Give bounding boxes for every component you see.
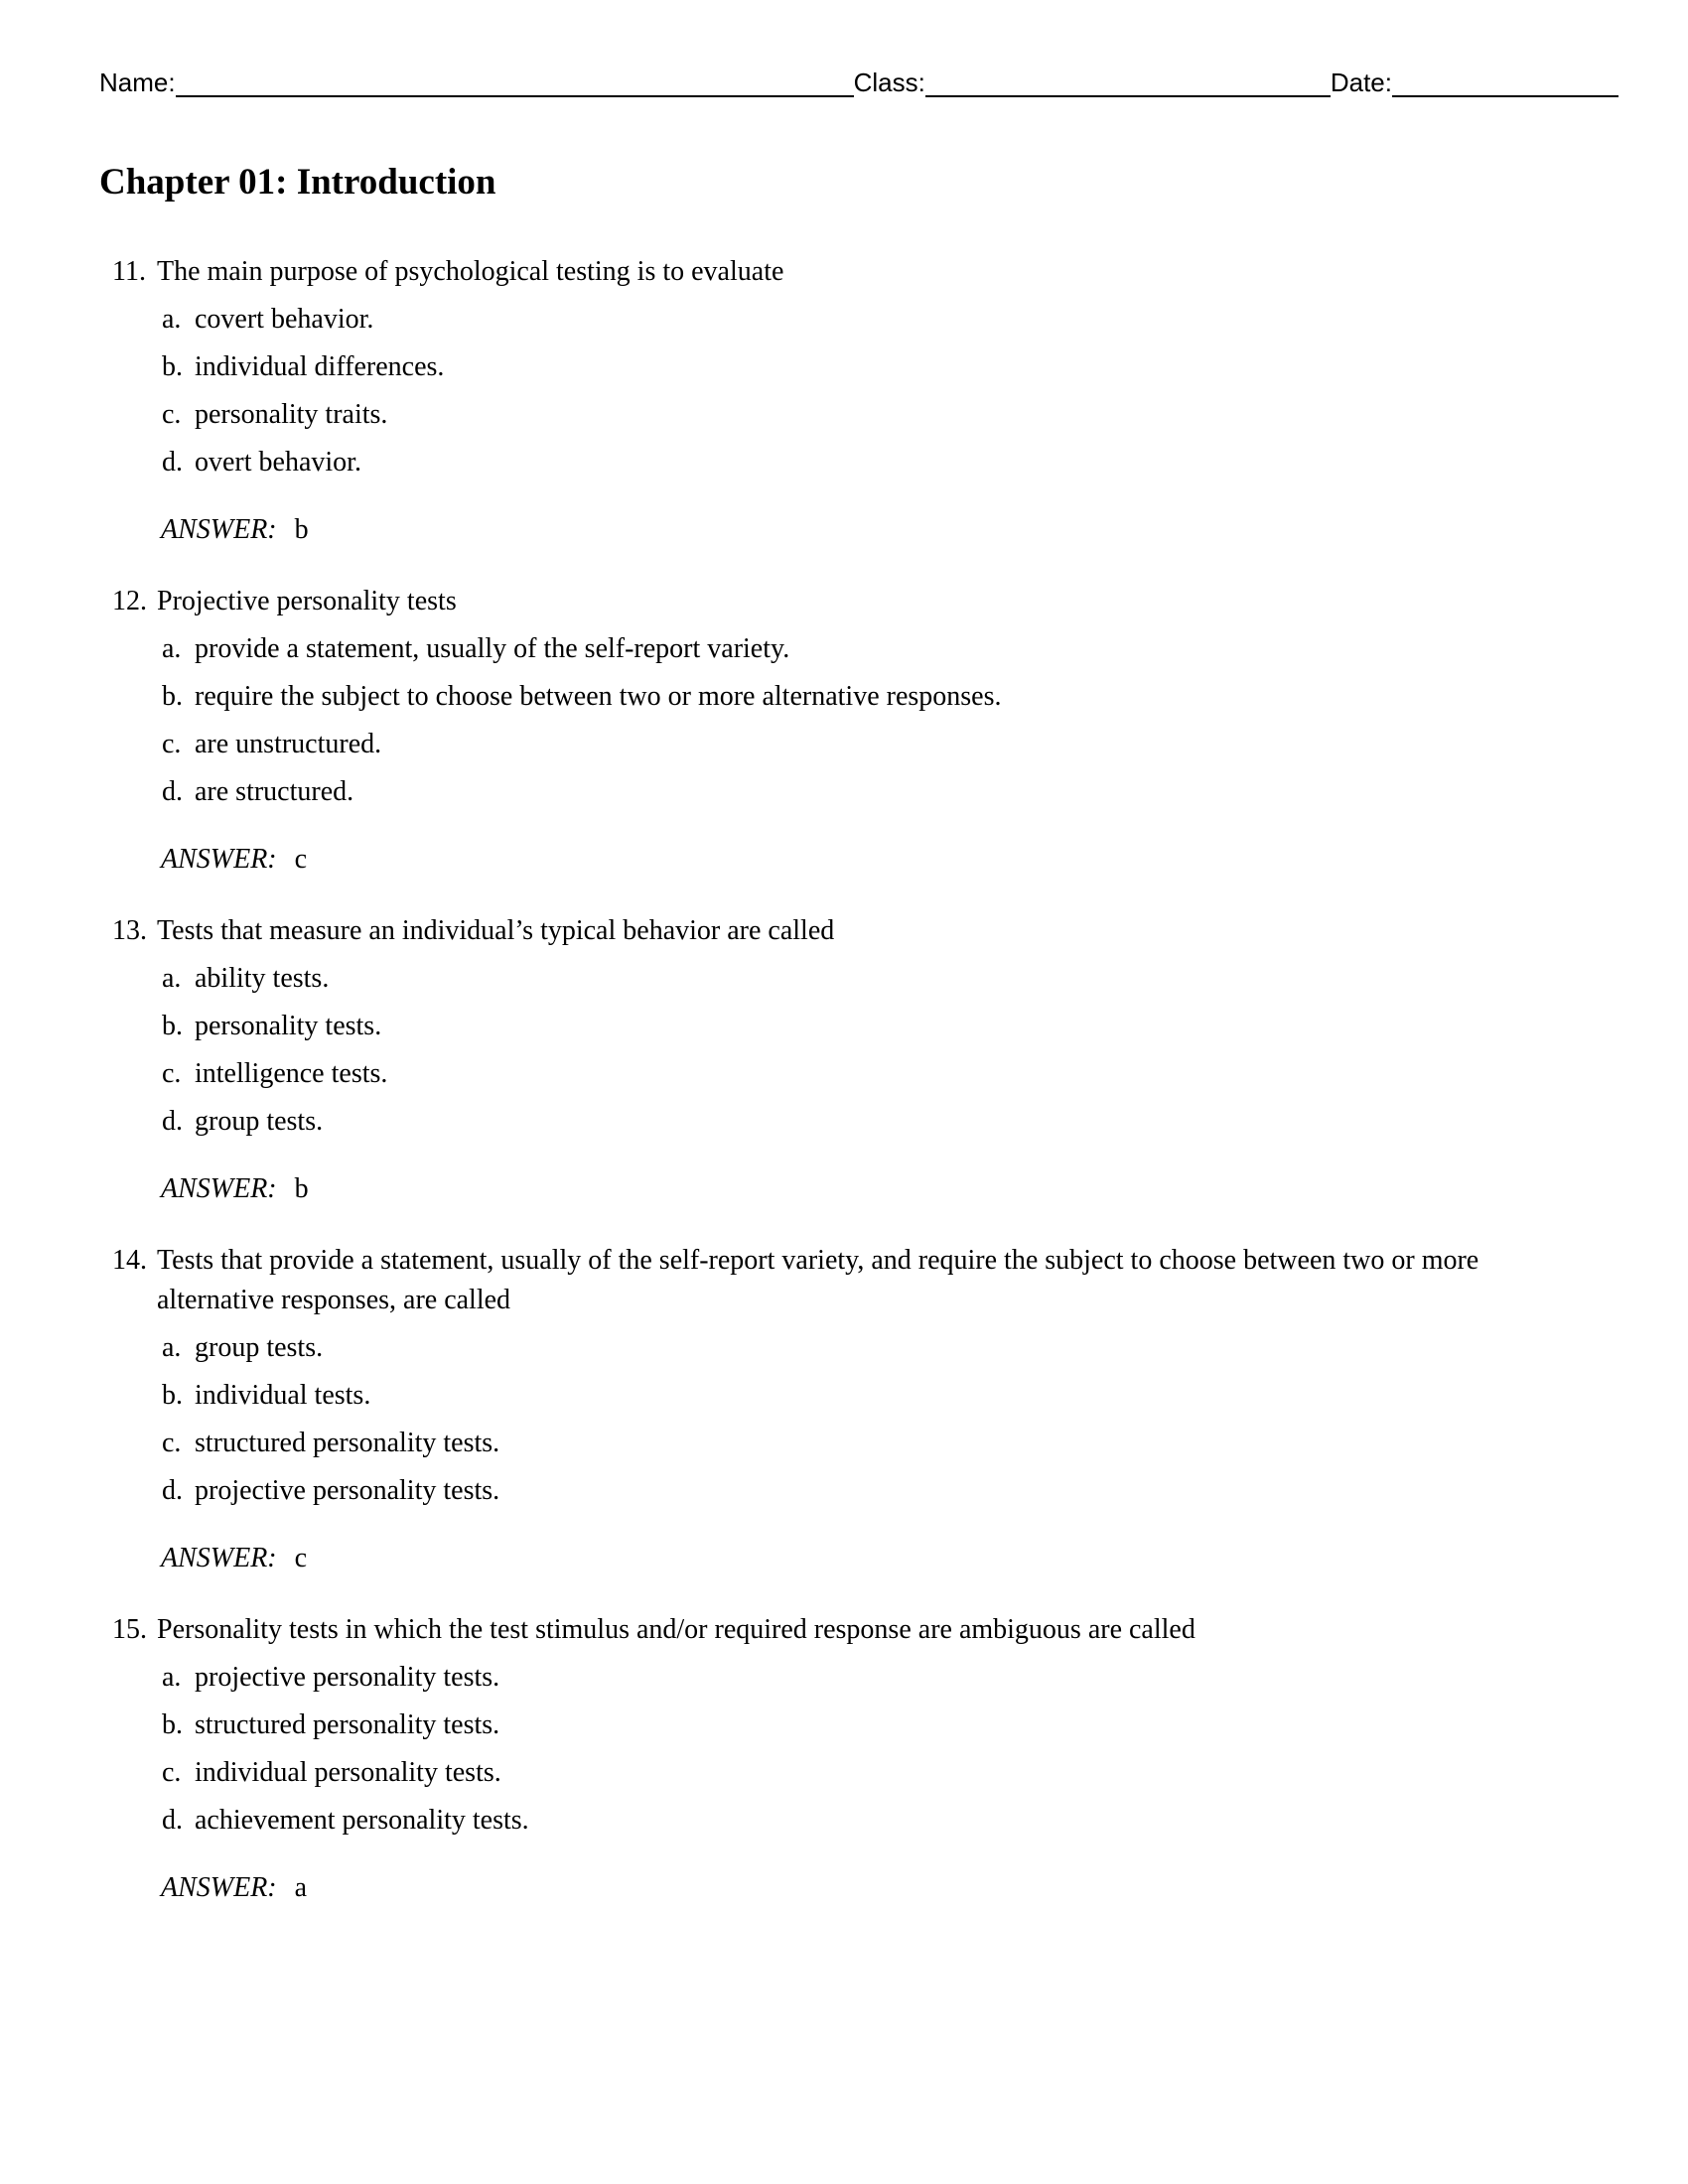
- question-block: [0, 1610, 1688, 1908]
- answer-line: [161, 1539, 1589, 1578]
- option-text: intelligence tests.: [195, 1058, 388, 1089]
- answer-option: [162, 772, 1589, 812]
- options-group: [112, 300, 1589, 482]
- answer-option: [162, 1471, 1589, 1511]
- questions-list: [0, 252, 1688, 1908]
- class-label: Class:: [853, 68, 925, 97]
- option-letter: d.: [162, 776, 183, 807]
- option-text: individual differences.: [195, 351, 445, 382]
- option-letter: c.: [162, 1757, 182, 1788]
- answer-option: [162, 1424, 1589, 1463]
- option-letter: d.: [162, 447, 183, 478]
- question-text: Personality tests in which the test stimulus and/or required response are ambiguous are called: [157, 1614, 1196, 1645]
- option-text: individual personality tests.: [195, 1757, 501, 1788]
- options-group: [112, 1328, 1589, 1511]
- answer-option: [162, 1376, 1589, 1416]
- answer-label: ANSWER:: [161, 1173, 277, 1204]
- answer-line: [161, 1169, 1589, 1209]
- answer-option: [162, 1801, 1589, 1841]
- question-number: 11.: [112, 256, 146, 287]
- answer-option: [162, 677, 1589, 717]
- answer-value: c: [294, 1543, 308, 1573]
- question-line: [112, 1610, 1589, 1650]
- option-letter: d.: [162, 1106, 183, 1137]
- option-text: projective personality tests.: [195, 1475, 500, 1506]
- option-letter: c.: [162, 399, 182, 430]
- question-block: [0, 911, 1688, 1209]
- page-title: Chapter 01: Introduction: [99, 162, 496, 203]
- answer-label: ANSWER:: [161, 1872, 277, 1903]
- option-letter: b.: [162, 1709, 183, 1740]
- answer-value: b: [294, 1173, 309, 1204]
- option-letter: b.: [162, 351, 183, 382]
- question-block: [0, 582, 1688, 880]
- option-letter: d.: [162, 1805, 183, 1836]
- answer-option: [162, 1007, 1589, 1046]
- header-fields: [0, 0, 1688, 97]
- options-group: [112, 959, 1589, 1142]
- answer-value: a: [294, 1872, 308, 1903]
- option-text: are unstructured.: [195, 729, 382, 759]
- option-letter: b.: [162, 1011, 183, 1041]
- date-label: Date:: [1330, 68, 1392, 97]
- answer-option: [162, 725, 1589, 764]
- question-text: The main purpose of psychological testing is to evaluate: [157, 256, 784, 287]
- answer-value: c: [294, 844, 308, 875]
- question-text: Tests that measure an individual’s typical behavior are called: [157, 915, 835, 946]
- answer-option: [162, 1328, 1589, 1368]
- question-block: [0, 1241, 1688, 1578]
- option-text: require the subject to choose between two or more alternative responses.: [195, 681, 1002, 712]
- answer-option: [162, 629, 1589, 669]
- question-line: [112, 582, 1589, 621]
- option-letter: c.: [162, 729, 182, 759]
- answer-option: [162, 1658, 1589, 1698]
- question-line: [112, 1241, 1589, 1320]
- options-group: [112, 1658, 1589, 1841]
- options-group: [112, 629, 1589, 812]
- option-text: projective personality tests.: [195, 1662, 500, 1693]
- option-text: individual tests.: [195, 1380, 371, 1411]
- option-text: overt behavior.: [195, 447, 361, 478]
- option-text: ability tests.: [195, 963, 330, 994]
- answer-line: [161, 840, 1589, 880]
- answer-option: [162, 959, 1589, 999]
- option-letter: a.: [162, 633, 182, 664]
- answer-line: [161, 510, 1589, 550]
- option-text: structured personality tests.: [195, 1428, 500, 1458]
- answer-label: ANSWER:: [161, 1543, 277, 1573]
- answer-label: ANSWER:: [161, 844, 277, 875]
- answer-option: [162, 443, 1589, 482]
- option-text: covert behavior.: [195, 304, 374, 335]
- answer-option: [162, 1102, 1589, 1142]
- question-text: Tests that provide a statement, usually of the self-report variety, and require the subject to choose between two or more alternative responses, are called: [157, 1245, 1479, 1315]
- answer-value: b: [294, 514, 309, 545]
- option-letter: c.: [162, 1058, 182, 1089]
- question-line: [112, 252, 1589, 292]
- question-block: [0, 252, 1688, 550]
- option-letter: b.: [162, 681, 183, 712]
- option-text: personality traits.: [195, 399, 388, 430]
- answer-label: ANSWER:: [161, 514, 277, 545]
- date-field-line: [1392, 69, 1618, 97]
- name-label: Name:: [99, 68, 176, 97]
- option-text: provide a statement, usually of the self-report variety.: [195, 633, 790, 664]
- answer-option: [162, 1054, 1589, 1094]
- option-text: achievement personality tests.: [195, 1805, 529, 1836]
- question-number: 13.: [112, 915, 147, 946]
- option-text: structured personality tests.: [195, 1709, 500, 1740]
- option-letter: a.: [162, 304, 182, 335]
- answer-option: [162, 347, 1589, 387]
- answer-option: [162, 1706, 1589, 1745]
- question-number: 15.: [112, 1614, 147, 1645]
- answer-option: [162, 300, 1589, 340]
- option-letter: d.: [162, 1475, 183, 1506]
- option-letter: a.: [162, 963, 182, 994]
- answer-option: [162, 1753, 1589, 1793]
- option-text: group tests.: [195, 1332, 324, 1363]
- option-letter: c.: [162, 1428, 182, 1458]
- option-letter: b.: [162, 1380, 183, 1411]
- option-text: are structured.: [195, 776, 354, 807]
- question-number: 12.: [112, 586, 147, 616]
- option-text: personality tests.: [195, 1011, 382, 1041]
- question-line: [112, 911, 1589, 951]
- option-text: group tests.: [195, 1106, 324, 1137]
- question-number: 14.: [112, 1245, 147, 1276]
- answer-line: [161, 1868, 1589, 1908]
- name-field-line: [176, 69, 854, 97]
- option-letter: a.: [162, 1662, 182, 1693]
- option-letter: a.: [162, 1332, 182, 1363]
- class-field-line: [925, 69, 1331, 97]
- question-text: Projective personality tests: [157, 586, 457, 616]
- answer-option: [162, 395, 1589, 435]
